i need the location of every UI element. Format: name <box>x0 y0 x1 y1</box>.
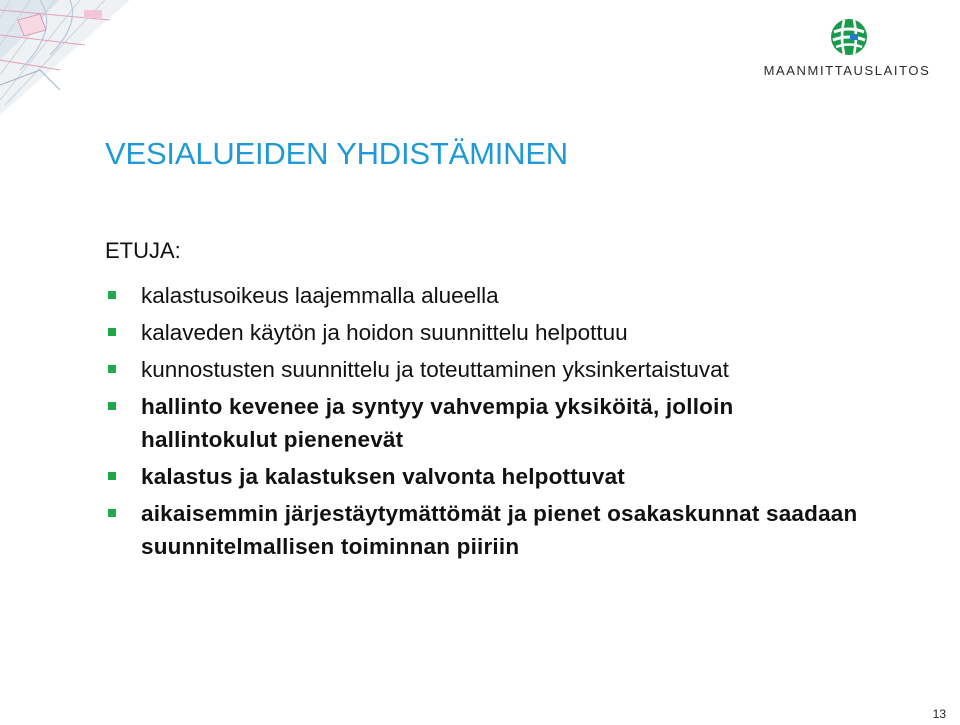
bullet-square-icon <box>108 328 116 336</box>
bullet-text: hallinto kevenee ja syntyy vahvempia yksiköitä, jolloin hallintokulut pienenevät <box>141 394 734 452</box>
bullet-text: kalastus ja kalastuksen valvonta helpottuvat <box>141 464 625 489</box>
bullet-text: aikaisemmin järjestäytymättömät ja pienet osakaskunnat saadaan suunnitelmallisen toiminnan piiriin <box>141 501 858 559</box>
bullet-text: kunnostusten suunnittelu ja toteuttaminen yksinkertaistuvat <box>141 357 729 382</box>
bullet-square-icon <box>108 472 116 480</box>
bullet-item <box>105 390 865 456</box>
logo-text: MAANMITTAUSLAITOS <box>763 63 931 78</box>
bullet-square-icon <box>108 402 116 410</box>
maanmittauslaitos-logo <box>758 18 936 80</box>
bullet-item <box>105 353 865 386</box>
bullet-square-icon <box>108 291 116 299</box>
section-heading: ETUJA: <box>105 238 181 263</box>
bullet-square-icon <box>108 509 116 517</box>
map-corner-image <box>0 0 130 115</box>
bullet-text: kalaveden käytön ja hoidon suunnittelu helpottuu <box>141 320 628 345</box>
bullet-text: kalastusoikeus laajemmalla alueella <box>141 283 499 308</box>
bullet-item <box>105 497 865 563</box>
bullet-item <box>105 279 865 312</box>
bullet-item <box>105 460 865 493</box>
bullet-square-icon <box>108 365 116 373</box>
slide-title: VESIALUEIDEN YHDISTÄMINEN <box>105 136 568 171</box>
bullet-item <box>105 316 865 349</box>
page-number: 13 <box>932 707 946 721</box>
bullet-list <box>105 279 865 567</box>
globe-logo-icon <box>830 18 868 56</box>
